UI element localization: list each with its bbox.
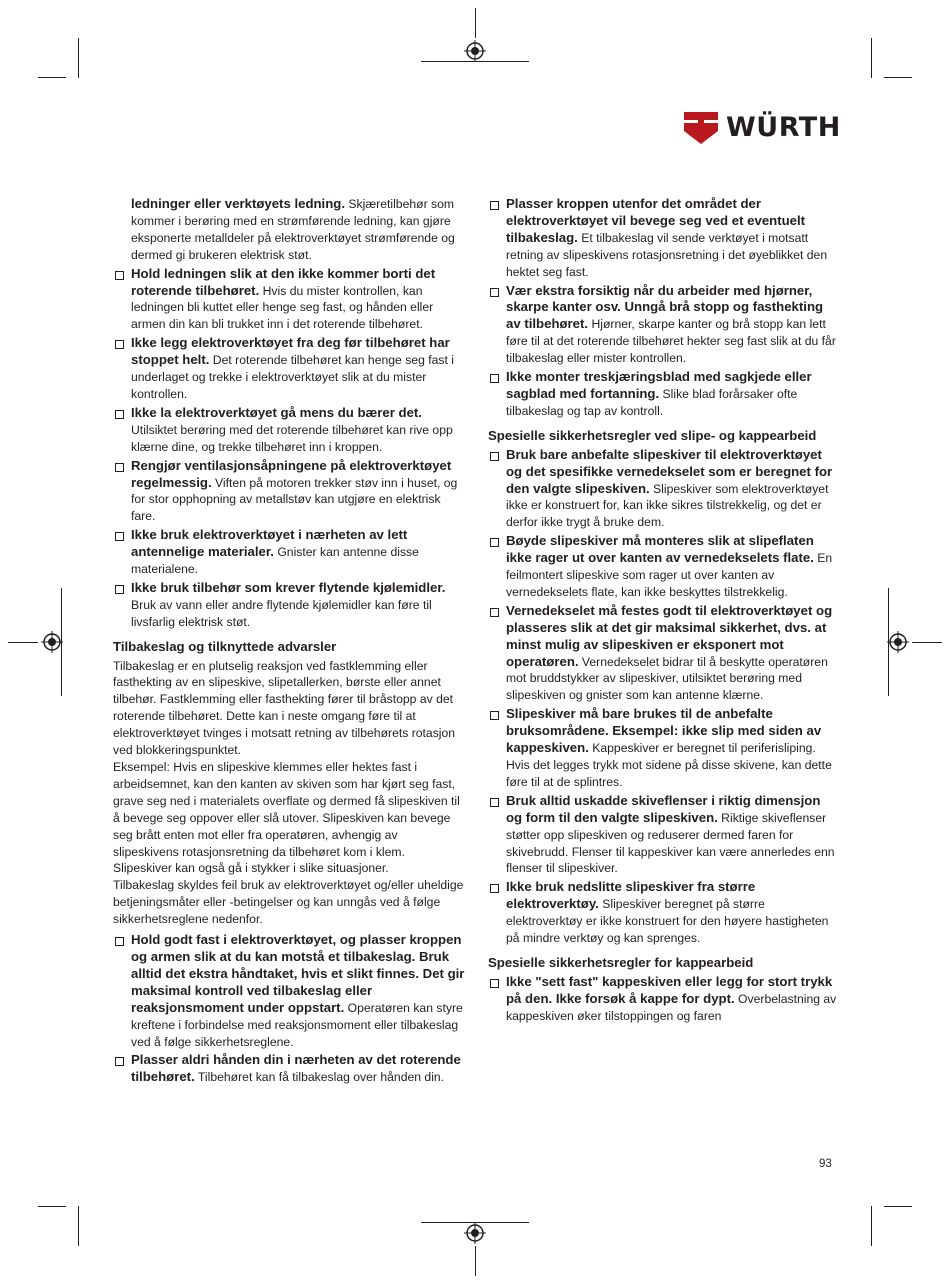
checkbox-bullet-icon: [490, 884, 499, 893]
list-item: Bøyde slipeskiver må monteres slik at slipeflaten ikke rager ut over kanten av vernedekselets flate. En feilmontert slipeskive som rager ut over kanten av vernedekselets flate, kan ikke beskyttes tilstrekkelig.: [488, 533, 838, 601]
registration-mark-icon: [464, 1222, 486, 1244]
crop-mark: [421, 1222, 529, 1223]
checkbox-bullet-icon: [490, 201, 499, 210]
list-item: Hold godt fast i elektroverktøyet, og plasser kroppen og armen slik at du kan motstå et tilbakeslag. Bruk alltid det ekstra håndtaket, hvis et slikt finnes. Det gir maksimal kontroll ved tilbakeslag eller reaksjonsmoment under oppstart. Operatøren kan styre kreftene i forbindelse med reaksjonsmoment eller tilbakeslag ved å følge sikkerhetsreglene.: [113, 932, 465, 1050]
body-paragraph: Tilbakeslag er en plutselig reaksjon ved fastklemming eller fasthekting av en slipeskive, slipetallerken, børste eller annet tilbehør. Fastklemming eller fasthekting fører til bråstopp av det roterende tilbehøret. Dette kan i neste omgang føre til at elektroverktøyet tvinges i motsatt retning av tilbehørets rotasjon ved blokkeringspunktet. Eksempel: Hvis en slipeskive klemmes eller hektes fast i arbeidsemnet, kan den kanten av skiven som har kjørt seg fast, grave seg ned i materialets overflate og dermed få slipeskiven til å bevege seg oppover eller slå utover. Slipeskiven kan bevege seg brått enten mot eller fra operatøren, avhengig av slipeskivens rotasjonsretning da tilbehøret kom i klem. Slipeskiver kan også gå i stykker i slike situasjoner. Tilbakeslag skyldes feil bruk av elektroverktøyet og/eller uheldige betjeningsmåter eller -betingelser og kan unngås ved å følge sikkerhetsreglene nedenfor.: [113, 658, 464, 927]
crop-mark: [61, 588, 62, 696]
crop-mark: [78, 38, 79, 78]
wurth-logo: [684, 112, 841, 144]
list-item: Slipeskiver må bare brukes til de anbefalte bruksområdene. Eksempel: ikke slip med siden av kappeskiven. Kappeskiver er beregnet til periferisliping. Hvis det legges trykk mot sidene på disse skivene, kan dette føre til at de splintres.: [488, 706, 838, 791]
list-item: Ikke monter treskjæringsblad med sagkjede eller sagblad med fortanning. Slike blad forårsaker ofte tilbakeslag og tap av kontroll.: [488, 369, 838, 420]
crop-mark: [888, 588, 889, 696]
section-heading: Spesielle sikkerhetsregler for kappearbeid: [488, 954, 754, 970]
list-item: Ikke bruk tilbehør som krever flytende kjølemidler. Bruk av vann eller andre flytende kjølemidler kan føre til livsfarlig elektrisk støt.: [113, 580, 465, 631]
checkbox-bullet-icon: [115, 1057, 124, 1066]
checkbox-bullet-icon: [115, 585, 124, 594]
checkbox-bullet-icon: [115, 532, 124, 541]
crop-mark: [8, 642, 38, 643]
list-item: Ikke legg elektroverktøyet fra deg før tilbehøret har stoppet helt. Det roterende tilbehøret kan henge seg fast i underlaget og trekke i elektroverktøyet slik at du mister kontrollen.: [113, 335, 465, 403]
checkbox-bullet-icon: [490, 374, 499, 383]
list-item: Ikke "sett fast" kappeskiven eller legg for stort trykk på den. Ikke forsøk å kappe for dypt. Overbelastning av kappeskiven øker tilstoppingen og faren: [488, 974, 838, 1025]
list-item: Bruk bare anbefalte slipeskiver til elektroverktøyet og det spesifikke vernedekselet som er beregnet for den valgte slipeskiven. Slipeskiver som elektroverktøyet ikke er konstruert for, kan ikke sikres tilstrekkelig, og det er derfor ikke trygt å bruke dem.: [488, 447, 838, 532]
checkbox-bullet-icon: [490, 608, 499, 617]
crop-mark: [38, 77, 66, 78]
crop-mark: [475, 8, 476, 38]
crop-mark: [884, 77, 912, 78]
checkbox-bullet-icon: [490, 711, 499, 720]
crop-mark: [38, 1206, 66, 1207]
list-item: Ikke bruk elektroverktøyet i nærheten av lett antennelige materialer. Gnister kan antenne disse materialene.: [113, 527, 465, 578]
list-item: Bruk alltid uskadde skiveflenser i riktig dimensjon og form til den valgte slipeskiven. Riktige skiveflenser støtter opp slipeskiven og reduserer dermed faren for skivebrudd. Flenser til kappeskiver kan være annerledes enn flenser til slipeskiver.: [488, 793, 838, 878]
registration-mark-icon: [887, 631, 909, 653]
crop-mark: [475, 1246, 476, 1276]
crop-mark: [912, 642, 942, 643]
left-column: [113, 196, 465, 1086]
checkbox-bullet-icon: [115, 410, 124, 419]
wurth-emblem-icon: [684, 112, 718, 144]
checkbox-bullet-icon: [115, 937, 124, 946]
list-item: Vær ekstra forsiktig når du arbeider med hjørner, skarpe kanter osv. Unngå brå stopp og fasthekting av tilbehøret. Hjørner, skarpe kanter og brå stopp kan lett føre til at det roterende tilbehøret hekter seg fast slik at du får tilbakeslag eller mister kontrollen.: [488, 283, 838, 368]
checkbox-bullet-icon: [490, 288, 499, 297]
page-number: 93: [819, 1158, 832, 1170]
registration-mark-icon: [41, 631, 63, 653]
list-item: Plasser aldri hånden din i nærheten av det roterende tilbehøret. Tilbehøret kan få tilbakeslag over hånden din.: [113, 1052, 465, 1086]
list-item-continuation: ledninger eller verktøyets ledning. Skjæretilbehør som kommer i berøring med en strømførende ledning, kan gjøre eksponerte metalldeler på elektroverktøyet strømførende og dermed gi brukeren elektrisk støt.: [131, 196, 455, 262]
crop-mark: [871, 38, 872, 78]
checkbox-bullet-icon: [115, 463, 124, 472]
crop-mark: [871, 1206, 872, 1246]
list-item: Rengjør ventilasjonsåpningene på elektroverktøyet regelmessig. Viften på motoren trekker støv inn i huset, og for stor opphopning av metallstøv kan utgjøre en elektrisk fare.: [113, 458, 465, 526]
list-item: Vernedekselet må festes godt til elektroverktøyet og plasseres slik at det gir maksimal sikkerhet, dvs. at minst mulig av slipeskiven er eksponert mot operatøren. Vernedekselet bidrar til å beskytte operatøren mot bruddstykker av slipeskiver, utilsiktet berøring med slipeskiven og gnister som kan antenne klærne.: [488, 603, 838, 704]
section-heading: Spesielle sikkerhetsregler ved slipe- og kappearbeid: [488, 427, 817, 443]
checkbox-bullet-icon: [490, 979, 499, 988]
list-item: Ikke bruk nedslitte slipeskiver fra større elektroverktøy. Slipeskiver beregnet på større elektroverktøy er ikke konstruert for den høyere hastigheten på mindre verktøy og kan sprenges.: [488, 879, 838, 947]
right-column: [488, 196, 838, 1025]
list-item: Ikke la elektroverktøyet gå mens du bærer det. Utilsiktet berøring med det roterende tilbehøret kan rive opp klærne dine, og trekke tilbehøret inn i kroppen.: [113, 405, 465, 456]
crop-mark: [78, 1206, 79, 1246]
checkbox-bullet-icon: [490, 798, 499, 807]
list-item: Hold ledningen slik at den ikke kommer borti det roterende tilbehøret. Hvis du mister kontrollen, kan ledningen bli kuttet eller henge seg fast, og hånden eller armen din kan bli trukket inn i det roterende tilbehøret.: [113, 266, 465, 334]
checkbox-bullet-icon: [115, 340, 124, 349]
checkbox-bullet-icon: [490, 452, 499, 461]
list-item: Plasser kroppen utenfor det området der elektroverktøyet vil bevege seg ved et eventuelt tilbakeslag. Et tilbakeslag vil sende verktøyet i motsatt retning av slipeskivens rotasjonsretning i det øyeblikket den hektet seg fast.: [488, 196, 838, 281]
crop-mark: [421, 61, 529, 62]
section-heading: Tilbakeslag og tilknyttede advarsler: [113, 638, 337, 654]
checkbox-bullet-icon: [490, 538, 499, 547]
registration-mark-icon: [464, 40, 486, 62]
crop-mark: [884, 1206, 912, 1207]
checkbox-bullet-icon: [115, 271, 124, 280]
brand-name: WÜRTH: [726, 112, 841, 143]
